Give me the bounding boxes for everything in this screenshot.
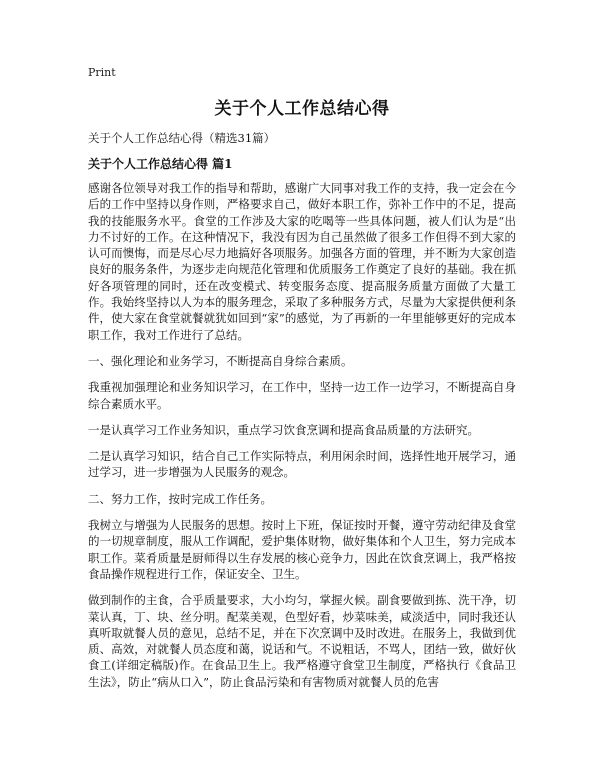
paragraph-study-first: 一是认真学习工作业务知识，重点学习饮食烹调和提高食品质量的方法研究。 — [88, 422, 479, 437]
paragraph-cooking: 做到制作的主食，合乎质量要求，大小均匀，掌握火候。副食要做到拣、洗干净，切菜认真，丁、块、丝分明。配菜美观，色型好看，炒菜味美，咸淡适中，同时我还认真听取就餐人员的意见，总结不足，并在下次烹调中及时改进。在服务上，我做到优质、高效，对就餐人员态度和蔼，说话和气。不说粗话，不骂人，团结一致，做好伙食工(详细定稿版)作。在食品卫生上。我严格遵守食堂卫生制度，严格执行《食品卫生法》，防止“病从口入”，防止食品污染和有害物质对就餐人员的危害 — [88, 593, 516, 689]
document-title: 关于个人工作总结心得 — [214, 99, 390, 119]
paragraph-service: 我树立与增强为人民服务的思想。按时上下班，保证按时开餐，遵守劳动纪律及食堂的一切规章制度，服从工作调配，爱护集体财物，做好集体和个人卫生，努力完成本职工作。菜肴质量是厨师得以生存发展的核心竞争力，因此在饮食烹调上，我严格按食品操作规程进行工作，保证安全、卫生。 — [88, 518, 516, 581]
document-subtitle: 关于个人工作总结心得（精选31篇） — [88, 131, 276, 145]
paragraph-heading-study: 一、强化理论和业务学习，不断提高自身综合素质。 — [88, 353, 353, 368]
paragraph-intro: 感谢各位领导对我工作的指导和帮助，感谢广大同事对我工作的支持，我一定会在今后的工作中坚持以身作则，严格要求自己，做好本职工作，弥补工作中的不足，提高我的技能服务水平。食堂的工作涉及大家的吃喝等一些具体问题，被人们认为是“出力不讨好的工作。在这种情况下，我没有因为自己虽然做了很多工作但得不到大家的认可而懊悔，而是尽心尽力地搞好各项服务。加强各方面的管理，并不断为大家创造良好的服务条件，为逐步走向规范化管理和优质服务工作奠定了良好的基础。我在抓好各项管理的同时，还在改变模式、转变服务态度、提高服务质量方面做了大量工作。我始终坚持以人为本的服务理念，采取了多种服务方式，尽量为大家提供便利条件，使大家在食堂就餐就犹如回到“家”的感觉，为了再新的一年里能够更好的完成本职工作，我对工作进行了总结。 — [88, 181, 516, 342]
paragraph-heading-work: 二、努力工作，按时完成工作任务。 — [88, 491, 272, 506]
print-link[interactable]: Print — [88, 66, 116, 79]
paragraph-study-overview: 我重视加强理论和业务知识学习，在工作中，坚持一边工作一边学习，不断提高自身综合素质水平。 — [88, 380, 516, 411]
paragraph-study-second: 二是认真学习知识，结合自己工作实际特点，利用闲余时间，选择性地开展学习，通过学习，进一步增强为人民服务的观念。 — [88, 449, 516, 480]
section-title: 关于个人工作总结心得 篇1 — [88, 157, 233, 171]
document-page — [88, 66, 516, 690]
